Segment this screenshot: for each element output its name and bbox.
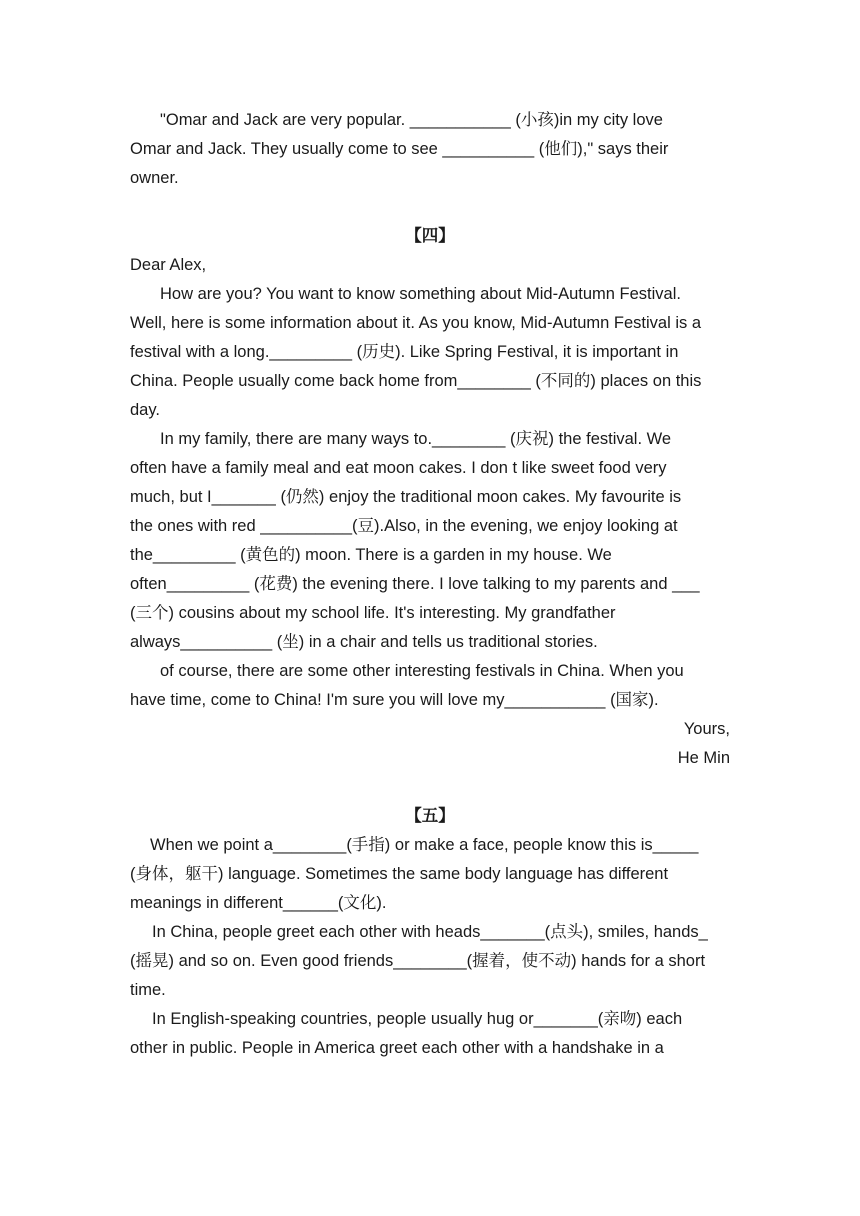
text-line: (三个) cousins about my school life. It's interesting. My grandfather	[130, 604, 616, 622]
text-line: In English-speaking countries, people usually hug or_______(亲吻) each	[152, 1010, 683, 1028]
letter-signature: He Min	[677, 749, 730, 767]
text-line: In China, people greet each other with heads_______(点头), smiles, hands_	[152, 923, 708, 941]
text-line: the_________ (黄色的) moon. There is a garden in my house. We	[130, 546, 612, 564]
passage-four	[130, 222, 730, 773]
text-line: owner.	[130, 169, 179, 187]
section-heading: 【五】	[405, 807, 455, 825]
text-line: (摇晃) and so on. Even good friends________(握着，使不动) hands for a short	[130, 952, 706, 970]
text-line: day.	[130, 401, 160, 419]
text-line: festival with a long._________ (历史). Like Spring Festival, it is important in	[130, 343, 679, 361]
text-line: "Omar and Jack are very popular. ___________ (小孩)in my city love	[160, 111, 663, 129]
document-page	[130, 106, 730, 1063]
letter-closing: Yours,	[683, 720, 730, 738]
passage-five	[130, 802, 730, 1063]
text-line: time.	[130, 981, 166, 999]
section-heading: 【四】	[405, 227, 455, 245]
text-line: meanings in different______(文化).	[130, 894, 387, 912]
text-line: always__________ (坐) in a chair and tells us traditional stories.	[130, 633, 598, 651]
text-line: of course, there are some other interesting festivals in China. When you	[160, 662, 684, 680]
text-line: the ones with red __________(豆).Also, in the evening, we enjoy looking at	[130, 517, 678, 535]
text-line: China. People usually come back home from________ (不同的) places on this	[130, 372, 702, 390]
text-line: Omar and Jack. They usually come to see __________ (他们)," says their	[130, 140, 669, 158]
passage-three	[130, 106, 730, 193]
text-line: How are you? You want to know something about Mid-Autumn Festival.	[160, 285, 681, 303]
text-line: have time, come to China! I'm sure you will love my___________ (国家).	[130, 691, 659, 709]
text-line: In my family, there are many ways to.________ (庆祝) the festival. We	[160, 430, 672, 448]
text-line: Well, here is some information about it. As you know, Mid-Autumn Festival is a	[130, 314, 702, 332]
text-line: much, but I_______ (仍然) enjoy the traditional moon cakes. My favourite is	[130, 488, 682, 506]
letter-salutation: Dear Alex,	[130, 256, 207, 274]
text-line: often_________ (花费) the evening there. I love talking to my parents and ___	[130, 575, 700, 593]
text-line: When we point a________(手指) or make a face, people know this is_____	[150, 836, 699, 854]
text-line: (身体，躯干) language. Sometimes the same body language has different	[130, 865, 669, 883]
text-line: other in public. People in America greet each other with a handshake in a	[130, 1039, 664, 1057]
text-line: often have a family meal and eat moon cakes. I don t like sweet food very	[130, 459, 667, 477]
